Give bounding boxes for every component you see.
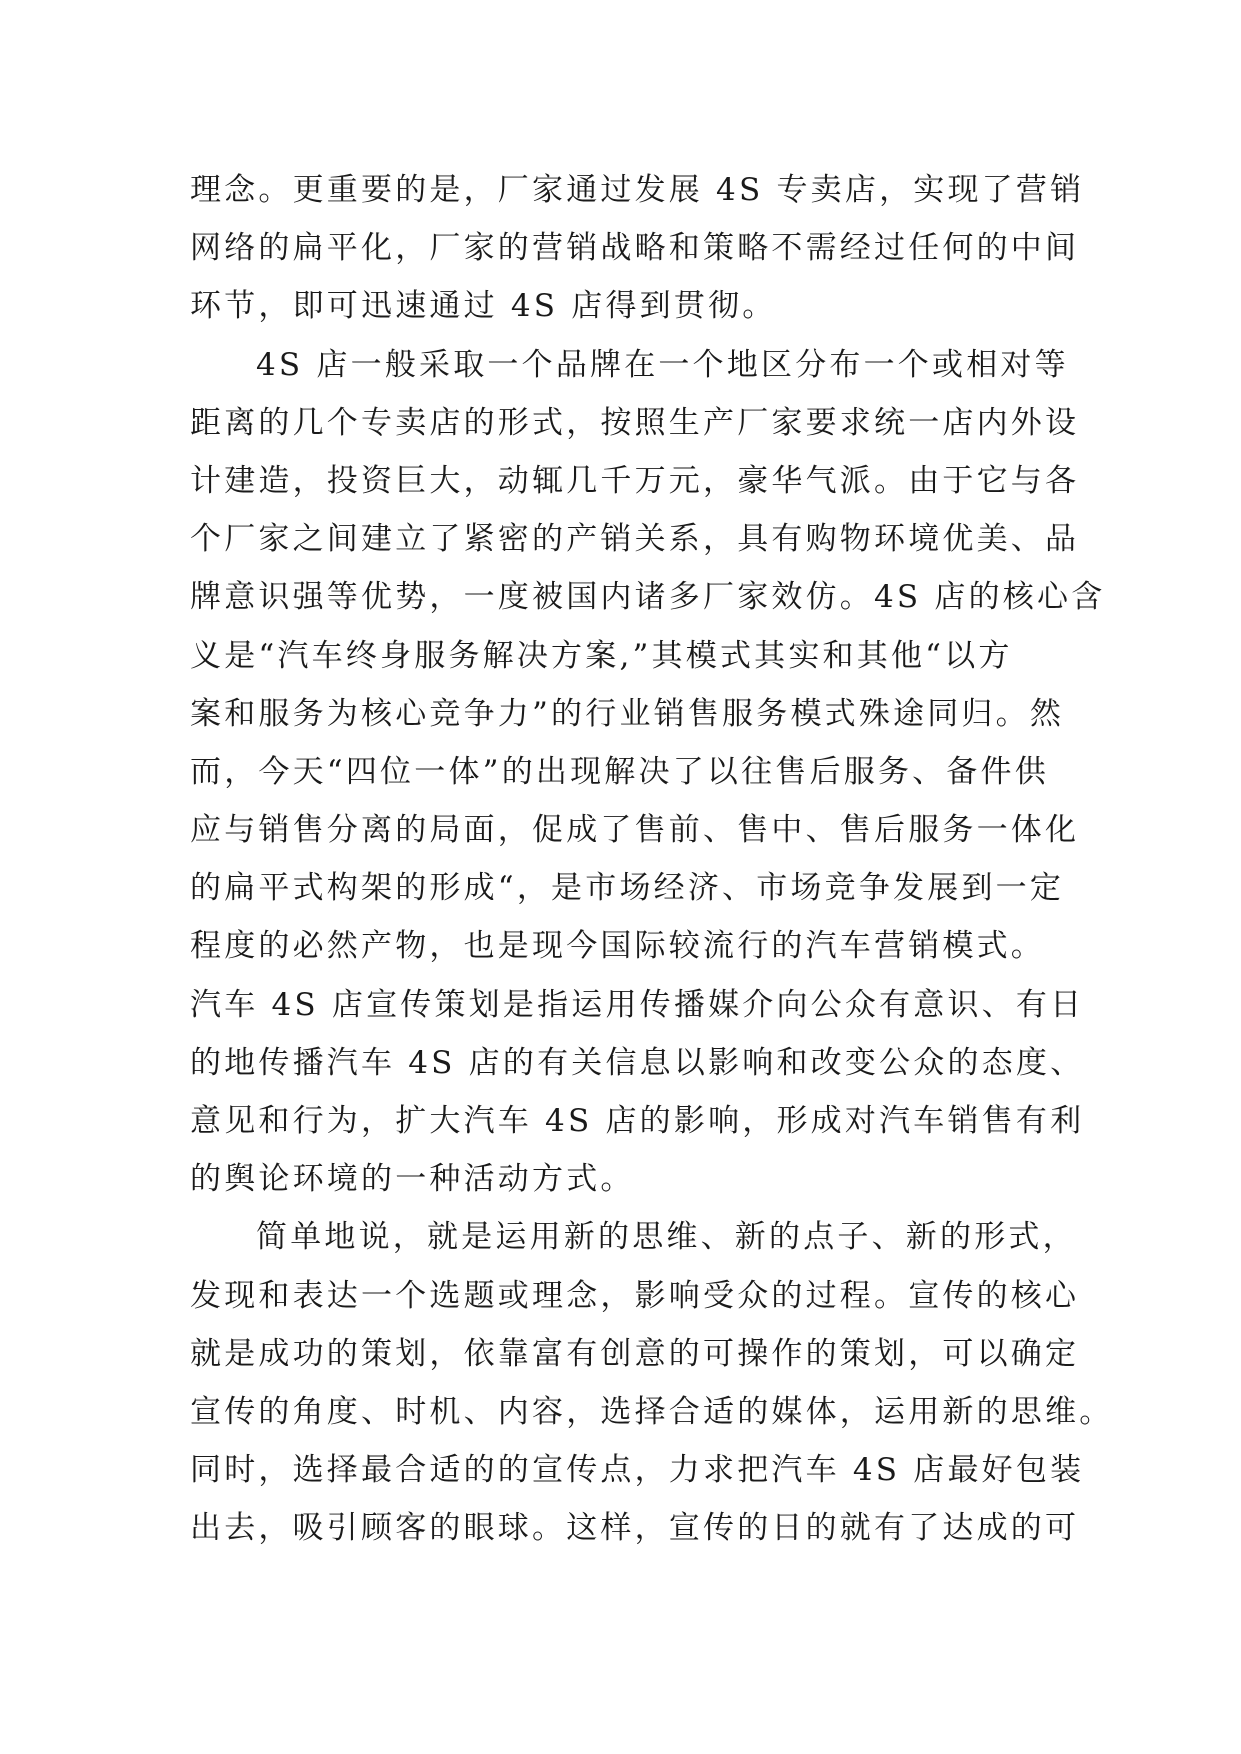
text-line: 应与销售分离的局面，促成了售前、售中、售后服务一体化 bbox=[190, 812, 1080, 849]
text-line: 出去，吸引顾客的眼球。这样，宣传的日的就有了达成的可 bbox=[190, 1510, 1080, 1547]
text-line: 同时，选择最合适的的宣传点，力求把汽车 4S 店最好包装 bbox=[190, 1452, 1085, 1489]
text-line: 案和服务为核心竞争力”的行业销售服务模式殊途同归。然 bbox=[190, 695, 1065, 732]
text-line: 的舆论环境的一种活动方式。 bbox=[190, 1161, 635, 1198]
text-line: 个厂家之间建立了紧密的产销关系，具有购物环境优美、品 bbox=[190, 521, 1080, 558]
text-line: 发现和表达一个选题或理念，影响受众的过程。宣传的核心 bbox=[190, 1277, 1080, 1314]
text-line: 距离的几个专卖店的形式，按照生产厂家要求统一店内外设 bbox=[190, 404, 1080, 441]
text-line: 汽车 4S 店宣传策划是指运用传播媒介向公众有意识、有日 bbox=[190, 986, 1085, 1023]
paragraph-first-line: 简单地说，就是运用新的思维、新的点子、新的形式， bbox=[256, 1219, 1077, 1256]
text-line: 的地传播汽车 4S 店的有关信息以影响和改变公众的态度、 bbox=[190, 1044, 1085, 1081]
text-line: 程度的必然产物，也是现今国际较流行的汽车营销模式。 bbox=[190, 928, 1045, 965]
paragraph-first-line: 4S 店一般采取一个品牌在一个地区分布一个或相对等 bbox=[256, 346, 1069, 383]
text-line: 宣传的角度、时机、内容，选择合适的媒体，运用新的思维。 bbox=[190, 1393, 1114, 1430]
text-line: 意见和行为，扩大汽车 4S 店的影响，形成对汽车销售有利 bbox=[190, 1103, 1085, 1139]
text-line: 就是成功的策划，依靠富有创意的可操作的策划，可以确定 bbox=[190, 1335, 1080, 1372]
text-line: 义是“汽车终身服务解决方案,”其模式其实和其他“以方 bbox=[190, 637, 1013, 674]
text-line: 理念。更重要的是，厂家通过发展 4S 专卖店，实现了营销 bbox=[190, 172, 1085, 208]
text-line: 环节，即可迅速通过 4S 店得到贯彻。 bbox=[190, 288, 777, 325]
text-line: 而，今天“四位一体”的出现解决了以往售后服务、备件供 bbox=[190, 753, 1049, 790]
text-line: 牌意识强等优势，一度被国内诸多厂家效仿。4S 店的核心含 bbox=[190, 579, 1106, 616]
body-text bbox=[190, 161, 1114, 1558]
text-line: 计建造，投资巨大，动辄几千万元，豪华气派。由于它与各 bbox=[190, 462, 1080, 499]
text-line: 的扁平式构架的形成“，是市场经济、市场竞争发展到一定 bbox=[190, 870, 1065, 907]
text-line: 网络的扁平化，厂家的营销战略和策略不需经过任何的中间 bbox=[190, 230, 1080, 267]
